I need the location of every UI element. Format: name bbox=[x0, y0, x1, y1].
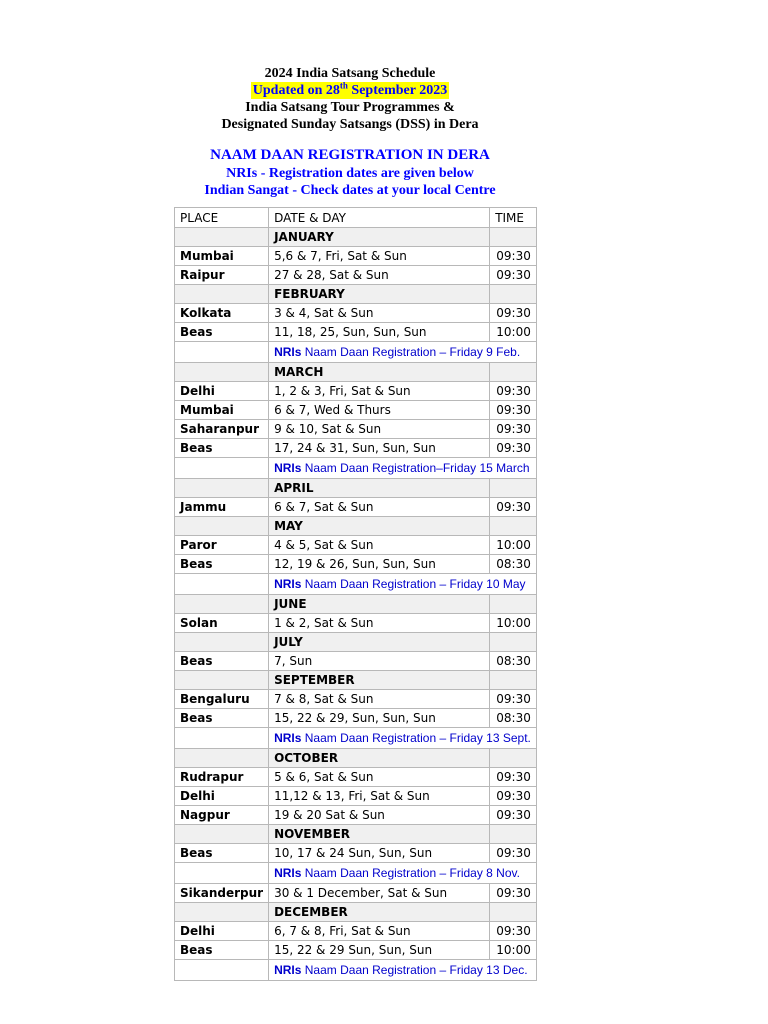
time-cell: 09:30 bbox=[490, 247, 537, 266]
nri-label: NRIs bbox=[274, 731, 302, 745]
table-row bbox=[175, 247, 537, 266]
date-cell: 27 & 28, Sat & Sun bbox=[269, 266, 490, 285]
month-spacer bbox=[175, 285, 269, 304]
nri-spacer bbox=[175, 863, 269, 884]
table-row bbox=[175, 420, 537, 439]
time-cell: 09:30 bbox=[490, 844, 537, 863]
table-row bbox=[175, 652, 537, 671]
nri-registration-row bbox=[175, 458, 537, 479]
month-spacer bbox=[490, 749, 537, 768]
month-row bbox=[175, 285, 537, 304]
time-cell: 10:00 bbox=[490, 323, 537, 342]
place-cell: Beas bbox=[175, 941, 269, 960]
date-cell: 7 & 8, Sat & Sun bbox=[269, 690, 490, 709]
month-spacer bbox=[490, 517, 537, 536]
nri-spacer bbox=[175, 458, 269, 479]
column-header-place: PLACE bbox=[175, 208, 269, 228]
date-cell: 19 & 20 Sat & Sun bbox=[269, 806, 490, 825]
month-spacer bbox=[490, 363, 537, 382]
table-row bbox=[175, 555, 537, 574]
nri-registration-row bbox=[175, 960, 537, 981]
place-cell: Beas bbox=[175, 555, 269, 574]
column-header-time: TIME bbox=[490, 208, 537, 228]
time-cell: 09:30 bbox=[490, 884, 537, 903]
time-cell: 10:00 bbox=[490, 614, 537, 633]
month-label: JANUARY bbox=[269, 228, 490, 247]
month-spacer bbox=[175, 595, 269, 614]
nri-label: NRIs bbox=[274, 577, 302, 591]
nri-cell bbox=[269, 574, 537, 595]
nri-spacer bbox=[175, 728, 269, 749]
month-row bbox=[175, 825, 537, 844]
nri-detail: Naam Daan Registration – Friday 10 May bbox=[301, 577, 526, 591]
table-row bbox=[175, 922, 537, 941]
nri-spacer bbox=[175, 574, 269, 595]
month-row bbox=[175, 903, 537, 922]
table-row bbox=[175, 787, 537, 806]
place-cell: Paror bbox=[175, 536, 269, 555]
nri-detail: Naam Daan Registration – Friday 13 Sept. bbox=[301, 731, 531, 745]
update-line bbox=[0, 82, 700, 99]
month-row bbox=[175, 671, 537, 690]
nri-text bbox=[274, 461, 529, 475]
time-cell: 09:30 bbox=[490, 498, 537, 517]
date-cell: 5 & 6, Sat & Sun bbox=[269, 768, 490, 787]
month-spacer bbox=[175, 749, 269, 768]
document-header bbox=[0, 65, 700, 133]
place-cell: Delhi bbox=[175, 787, 269, 806]
nri-detail: Naam Daan Registration–Friday 15 March bbox=[301, 461, 530, 475]
date-cell: 5,6 & 7, Fri, Sat & Sun bbox=[269, 247, 490, 266]
time-cell: 09:30 bbox=[490, 420, 537, 439]
month-spacer bbox=[490, 825, 537, 844]
month-spacer bbox=[490, 633, 537, 652]
month-spacer bbox=[175, 363, 269, 382]
schedule-table bbox=[174, 207, 537, 981]
nri-notice: NRIs - Registration dates are given below bbox=[226, 166, 474, 181]
place-cell: Beas bbox=[175, 652, 269, 671]
registration-notice bbox=[0, 147, 700, 199]
month-spacer bbox=[175, 228, 269, 247]
time-cell: 10:00 bbox=[490, 941, 537, 960]
month-row bbox=[175, 749, 537, 768]
time-cell: 10:00 bbox=[490, 536, 537, 555]
nri-registration-row bbox=[175, 574, 537, 595]
month-spacer bbox=[175, 479, 269, 498]
month-spacer bbox=[490, 228, 537, 247]
time-cell: 08:30 bbox=[490, 652, 537, 671]
time-cell: 09:30 bbox=[490, 806, 537, 825]
date-cell: 11, 18, 25, Sun, Sun, Sun bbox=[269, 323, 490, 342]
registration-heading: NAAM DAAN REGISTRATION IN DERA bbox=[210, 147, 490, 163]
table-row bbox=[175, 768, 537, 787]
date-cell: 17, 24 & 31, Sun, Sun, Sun bbox=[269, 439, 490, 458]
updated-prefix: Updated on 28 bbox=[252, 83, 340, 98]
table-row bbox=[175, 884, 537, 903]
month-spacer bbox=[175, 825, 269, 844]
time-cell: 09:30 bbox=[490, 401, 537, 420]
schedule-table-body bbox=[175, 208, 537, 981]
subtitle-line-1: India Satsang Tour Programmes & bbox=[245, 100, 455, 115]
month-spacer bbox=[175, 671, 269, 690]
updated-sup: th bbox=[339, 80, 348, 91]
nri-cell bbox=[269, 728, 537, 749]
date-cell: 6 & 7, Sat & Sun bbox=[269, 498, 490, 517]
place-cell: Bengaluru bbox=[175, 690, 269, 709]
month-label: MAY bbox=[269, 517, 490, 536]
month-spacer bbox=[490, 595, 537, 614]
place-cell: Delhi bbox=[175, 922, 269, 941]
table-row bbox=[175, 806, 537, 825]
place-cell: Sikanderpur bbox=[175, 884, 269, 903]
month-label: DECEMBER bbox=[269, 903, 490, 922]
month-spacer bbox=[490, 479, 537, 498]
time-cell: 09:30 bbox=[490, 439, 537, 458]
time-cell: 09:30 bbox=[490, 787, 537, 806]
nri-text bbox=[274, 345, 520, 359]
time-cell: 09:30 bbox=[490, 266, 537, 285]
date-cell: 1 & 2, Sat & Sun bbox=[269, 614, 490, 633]
month-label: MARCH bbox=[269, 363, 490, 382]
nri-spacer bbox=[175, 342, 269, 363]
table-row bbox=[175, 536, 537, 555]
nri-label: NRIs bbox=[274, 963, 302, 977]
place-cell: Saharanpur bbox=[175, 420, 269, 439]
month-row bbox=[175, 363, 537, 382]
time-cell: 09:30 bbox=[490, 382, 537, 401]
nri-registration-row bbox=[175, 863, 537, 884]
month-label: FEBRUARY bbox=[269, 285, 490, 304]
table-row bbox=[175, 266, 537, 285]
subtitle-line-2: Designated Sunday Satsangs (DSS) in Dera bbox=[221, 117, 479, 132]
table-row bbox=[175, 304, 537, 323]
month-row bbox=[175, 633, 537, 652]
place-cell: Beas bbox=[175, 709, 269, 728]
table-header-row bbox=[175, 208, 537, 228]
nri-label: NRIs bbox=[274, 461, 302, 475]
month-spacer bbox=[175, 903, 269, 922]
nri-cell bbox=[269, 960, 537, 981]
nri-detail: Naam Daan Registration – Friday 8 Nov. bbox=[301, 866, 520, 880]
nri-cell bbox=[269, 458, 537, 479]
month-spacer bbox=[175, 633, 269, 652]
table-row bbox=[175, 401, 537, 420]
nri-cell bbox=[269, 342, 537, 363]
month-label: JUNE bbox=[269, 595, 490, 614]
place-cell: Beas bbox=[175, 844, 269, 863]
nri-text bbox=[274, 577, 525, 591]
month-label: JULY bbox=[269, 633, 490, 652]
table-row bbox=[175, 941, 537, 960]
month-row bbox=[175, 595, 537, 614]
place-cell: Solan bbox=[175, 614, 269, 633]
place-cell: Rudrapur bbox=[175, 768, 269, 787]
time-cell: 08:30 bbox=[490, 709, 537, 728]
updated-suffix: September 2023 bbox=[347, 83, 448, 98]
month-row bbox=[175, 228, 537, 247]
table-row bbox=[175, 690, 537, 709]
date-cell: 9 & 10, Sat & Sun bbox=[269, 420, 490, 439]
month-label: NOVEMBER bbox=[269, 825, 490, 844]
date-cell: 1, 2 & 3, Fri, Sat & Sun bbox=[269, 382, 490, 401]
nri-registration-row bbox=[175, 728, 537, 749]
place-cell: Jammu bbox=[175, 498, 269, 517]
nri-label: NRIs bbox=[274, 866, 302, 880]
nri-spacer bbox=[175, 960, 269, 981]
indian-sangat-notice: Indian Sangat - Check dates at your local Centre bbox=[204, 183, 496, 198]
time-cell: 09:30 bbox=[490, 304, 537, 323]
column-header-date: DATE & DAY bbox=[269, 208, 490, 228]
date-cell: 4 & 5, Sat & Sun bbox=[269, 536, 490, 555]
table-row bbox=[175, 323, 537, 342]
place-cell: Mumbai bbox=[175, 247, 269, 266]
nri-text bbox=[274, 963, 527, 977]
table-row bbox=[175, 614, 537, 633]
month-spacer bbox=[490, 285, 537, 304]
month-label: APRIL bbox=[269, 479, 490, 498]
place-cell: Raipur bbox=[175, 266, 269, 285]
table-row bbox=[175, 709, 537, 728]
place-cell: Beas bbox=[175, 439, 269, 458]
place-cell: Mumbai bbox=[175, 401, 269, 420]
time-cell: 09:30 bbox=[490, 768, 537, 787]
date-cell: 15, 22 & 29, Sun, Sun, Sun bbox=[269, 709, 490, 728]
date-cell: 30 & 1 December, Sat & Sun bbox=[269, 884, 490, 903]
nri-text bbox=[274, 731, 531, 745]
month-spacer bbox=[490, 671, 537, 690]
table-row bbox=[175, 382, 537, 401]
month-row bbox=[175, 517, 537, 536]
place-cell: Delhi bbox=[175, 382, 269, 401]
update-highlight bbox=[251, 82, 449, 99]
table-row bbox=[175, 439, 537, 458]
table-row bbox=[175, 498, 537, 517]
page-title: 2024 India Satsang Schedule bbox=[264, 66, 436, 81]
date-cell: 12, 19 & 26, Sun, Sun, Sun bbox=[269, 555, 490, 574]
date-cell: 11,12 & 13, Fri, Sat & Sun bbox=[269, 787, 490, 806]
date-cell: 7, Sun bbox=[269, 652, 490, 671]
month-spacer bbox=[175, 517, 269, 536]
date-cell: 6, 7 & 8, Fri, Sat & Sun bbox=[269, 922, 490, 941]
date-cell: 10, 17 & 24 Sun, Sun, Sun bbox=[269, 844, 490, 863]
place-cell: Kolkata bbox=[175, 304, 269, 323]
nri-detail: Naam Daan Registration – Friday 13 Dec. bbox=[301, 963, 528, 977]
month-row bbox=[175, 479, 537, 498]
date-cell: 3 & 4, Sat & Sun bbox=[269, 304, 490, 323]
time-cell: 09:30 bbox=[490, 690, 537, 709]
place-cell: Beas bbox=[175, 323, 269, 342]
month-label: SEPTEMBER bbox=[269, 671, 490, 690]
month-spacer bbox=[490, 903, 537, 922]
date-cell: 6 & 7, Wed & Thurs bbox=[269, 401, 490, 420]
nri-label: NRIs bbox=[274, 345, 302, 359]
date-cell: 15, 22 & 29 Sun, Sun, Sun bbox=[269, 941, 490, 960]
nri-cell bbox=[269, 863, 537, 884]
nri-text bbox=[274, 866, 520, 880]
time-cell: 09:30 bbox=[490, 922, 537, 941]
time-cell: 08:30 bbox=[490, 555, 537, 574]
month-label: OCTOBER bbox=[269, 749, 490, 768]
nri-detail: Naam Daan Registration – Friday 9 Feb. bbox=[301, 345, 521, 359]
table-row bbox=[175, 844, 537, 863]
nri-registration-row bbox=[175, 342, 537, 363]
place-cell: Nagpur bbox=[175, 806, 269, 825]
